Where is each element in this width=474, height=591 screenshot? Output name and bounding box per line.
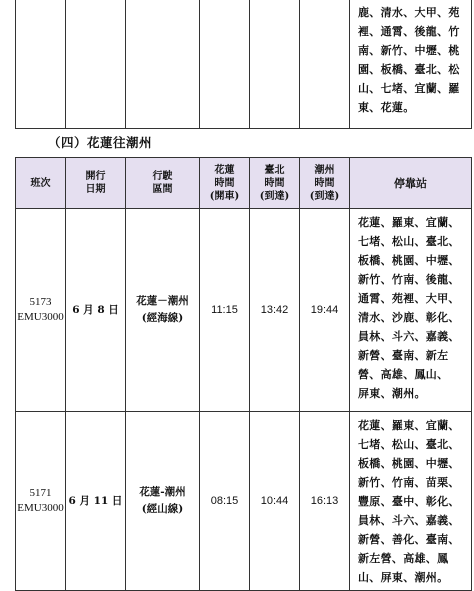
taipei-arrival: 13:42 <box>250 209 300 412</box>
empty-cell <box>300 0 350 129</box>
train-number: 5171 EMU3000 <box>16 412 66 591</box>
hualien-departure: 11:15 <box>200 209 250 412</box>
empty-cell <box>66 0 126 129</box>
header-stops: 停靠站 <box>350 158 472 209</box>
stops-cell: 花蓮、羅東、宜蘭、 七堵、松山、臺北、 板橋、桃園、中壢、 新竹、竹南、後龍、 通霄、苑裡、大甲、 清水、沙鹿、彰化、 員林、斗六、嘉義、 新營、臺南、新左 營、高雄、鳳山、 屏東、潮州。 <box>350 209 472 412</box>
header-hualien-time: 花蓮 時間 (開車) <box>200 158 250 209</box>
run-date: 6 月 8 日 <box>66 209 126 412</box>
header-route: 行駛 區間 <box>126 158 200 209</box>
empty-cell <box>126 0 200 129</box>
stops-cell: 鹿、清水、大甲、苑 裡、通霄、後龍、竹 南、新竹、中壢、桃 園、板橋、臺北、松 山、七堵、宜蘭、羅 東、花蓮。 <box>350 0 472 129</box>
table-row <box>16 209 472 412</box>
header-row <box>16 158 472 209</box>
route: 花蓮-潮州 (經山線) <box>126 412 200 591</box>
route: 花蓮－潮州 (經海線) <box>126 209 200 412</box>
header-chaozhou-time: 潮州 時間 (到達) <box>300 158 350 209</box>
run-date: 6 月 11 日 <box>66 412 126 591</box>
header-date: 開行 日期 <box>66 158 126 209</box>
empty-cell <box>200 0 250 129</box>
taipei-arrival: 10:44 <box>250 412 300 591</box>
previous-schedule-table <box>15 0 472 129</box>
header-train: 班次 <box>16 158 66 209</box>
chaozhou-arrival: 19:44 <box>300 209 350 412</box>
empty-cell <box>250 0 300 129</box>
table-row <box>16 412 472 591</box>
table-row <box>16 0 472 129</box>
chaozhou-arrival: 16:13 <box>300 412 350 591</box>
schedule-table <box>15 157 472 591</box>
hualien-departure: 08:15 <box>200 412 250 591</box>
train-number: 5173 EMU3000 <box>16 209 66 412</box>
section-title: （四）花蓮往潮州 <box>48 135 153 150</box>
stops-cell: 花蓮、羅東、宜蘭、 七堵、松山、臺北、 板橋、桃園、中壢、 新竹、竹南、苗栗、 豐原、臺中、彰化、 員林、斗六、嘉義、 新營、善化、臺南、 新左營、高雄、鳳 山、屏東、潮州。 <box>350 412 472 591</box>
header-taipei-time: 臺北 時間 (到達) <box>250 158 300 209</box>
empty-cell <box>16 0 66 129</box>
